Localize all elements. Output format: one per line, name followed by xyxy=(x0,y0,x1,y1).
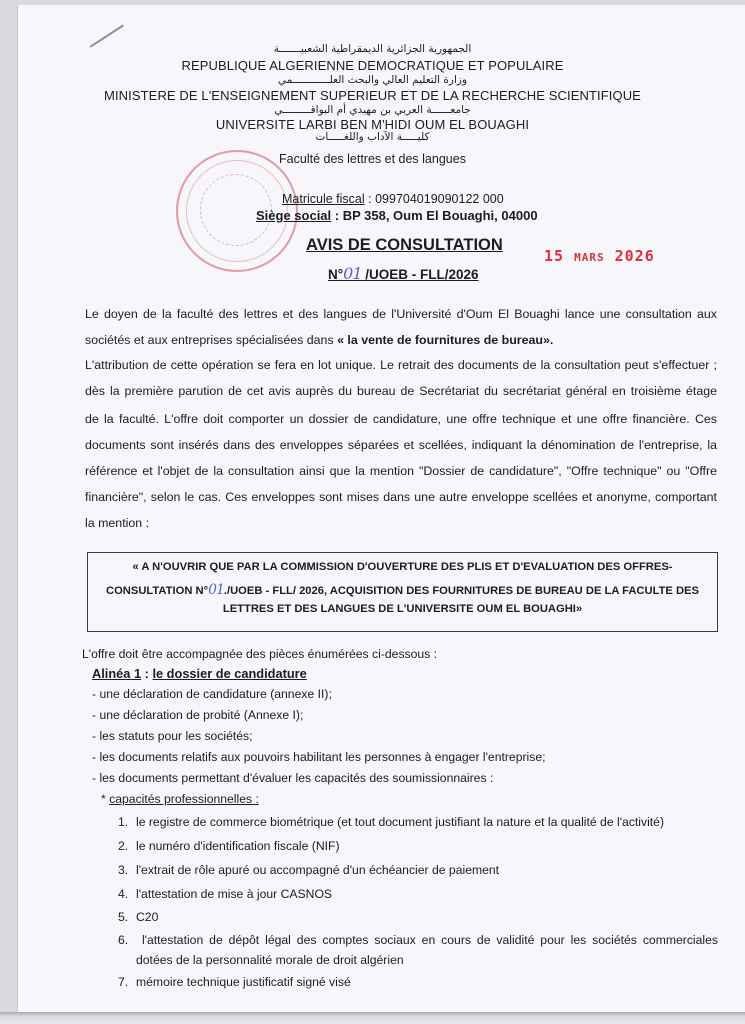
numbered-item xyxy=(118,910,158,924)
item-number: 1. xyxy=(118,815,129,829)
header-university: UNIVERSITE LARBI BEN M'HIDI OUM EL BOUAGHI xyxy=(215,117,530,132)
mention-handwritten-number: 01 xyxy=(208,582,224,598)
ref-suffix: /UOEB - FLL/2026 xyxy=(361,267,479,282)
date-stamp-day: 15 xyxy=(544,247,565,265)
item-number: 5. xyxy=(118,910,129,924)
alinea-label: Alinéa 1 xyxy=(92,666,142,681)
item-text: mémoire technique justificatif signé visé xyxy=(136,975,351,989)
page-bottom-edge xyxy=(0,1012,745,1024)
capacities-bullet: * xyxy=(101,792,110,806)
body-p2-line4: documents sont insérés dans des enveloppes séparées et scellées, indiquant la dénomination de l'entreprise, la xyxy=(85,438,717,452)
matricule-value: : 099704019090122 000 xyxy=(364,192,504,206)
body-p2-line3: de la faculté. L'offre doit comporter un dossier de candidature, une offre technique et une offre financière. Ces xyxy=(85,412,717,426)
header-arabic-ministry: وزارة التعليم العالي والبحث العلــــــــــــمي xyxy=(277,74,468,86)
date-stamp xyxy=(544,247,655,265)
mention-line2-prefix: CONSULTATION N° xyxy=(106,585,209,597)
numbered-item xyxy=(118,887,332,901)
body-p2-line7: la mention : xyxy=(85,516,150,530)
body-p1-line2 xyxy=(85,333,717,347)
body-p2-line6: financière", selon le cas. Ces enveloppes sont mises dans une autre enveloppe scellées et anonyme, comportant xyxy=(85,490,717,504)
siege-label: Siège social xyxy=(256,208,332,223)
item-text: le numéro d'identification fiscale (NIF) xyxy=(136,839,340,853)
alinea-heading xyxy=(92,666,307,681)
item-text: le registre de commerce biométrique (et tout document justifiant la nature et la qualité de l'activité) xyxy=(136,815,665,829)
numbered-item xyxy=(118,933,718,947)
item-text: l'attestation de mise à jour CASNOS xyxy=(136,887,333,901)
requirements-intro: L'offre doit être accompagnée des pièces énumérées ci-dessous : xyxy=(82,647,438,661)
body-p1-line2-text: sociétés et aux entreprises spécialisées dans xyxy=(85,333,338,347)
dash-item: - les documents permettant d'évaluer les capacités des soumissionnaires : xyxy=(92,771,494,785)
ref-handwritten-number: 01 xyxy=(343,264,362,283)
item-number: 3. xyxy=(118,863,129,877)
capacities-heading xyxy=(101,792,259,806)
item-number: 2. xyxy=(118,839,129,853)
body-p1-line1: Le doyen de la faculté des lettres et des langues de l'Université d'Oum El Bouaghi lance une consultation aux xyxy=(85,307,717,321)
item-text: l'attestation de dépôt légal des comptes sociaux en cours de validité pour les sociétés commerciales xyxy=(136,933,718,947)
matricule-label: Matricule fiscal xyxy=(282,192,365,206)
dash-item: - les statuts pour les sociétés; xyxy=(92,729,253,743)
body-p2-line5: référence et l'objet de la consultation ainsi que la mention "Dossier de candidature", "Offre technique" ou "Offre xyxy=(85,464,717,478)
alinea-separator: : xyxy=(141,666,153,681)
mention-line2-suffix: ./UOEB - FLL/ 2026, ACQUISITION DES FOURNITURES DE BUREAU DE LA FACULTE DES xyxy=(223,585,699,597)
mention-line3: LETTRES ET DES LANGUES DE L'UNIVERSITE OUM EL BOUAGHI» xyxy=(222,603,583,615)
numbered-item-continuation: dotées de la personnalité morale de droit algérien xyxy=(136,953,404,967)
header-republic: REPUBLIQUE ALGERIENNE DEMOCRATIQUE ET POPULAIRE xyxy=(181,58,564,73)
date-stamp-month: MARS xyxy=(574,251,605,264)
header-faculty: Faculté des lettres et des langues xyxy=(279,152,466,166)
item-text: l'extrait de rôle apuré ou accompagné d'un échéancier de paiement xyxy=(136,863,500,877)
matricule-line xyxy=(282,192,504,206)
header-arabic-republic: الجمهورية الجزائرية الديمقراطية الشعبيـــــــة xyxy=(273,43,472,55)
body-p2-line1: L'attribution de cette opération se fera en lot unique. Le retrait des documents de la consultation peut s'effectuer ; xyxy=(85,358,717,372)
item-number: 7. xyxy=(118,975,129,989)
body-p1-subject: « la vente de fournitures de bureau». xyxy=(337,333,554,347)
mention-line2 xyxy=(88,582,717,598)
numbered-item xyxy=(118,975,351,989)
header-arabic-faculty: كليـــــة الآداب واللغـــــات xyxy=(315,131,430,143)
dash-item: - les documents relatifs aux pouvoirs habilitant les personnes à engager l'entreprise; xyxy=(92,750,546,764)
notice-title: AVIS DE CONSULTATION xyxy=(306,236,503,254)
mention-line1: « A N'OUVRIR QUE PAR LA COMMISSION D'OUVERTURE DES PLIS ET D'EVALUATION DES OFFRES- xyxy=(132,561,673,573)
item-number: 4. xyxy=(118,887,129,901)
siege-line xyxy=(256,208,538,223)
capacities-label: capacités professionnelles : xyxy=(109,792,259,806)
notice-reference xyxy=(328,264,479,283)
dash-item: - une déclaration de probité (Annexe I); xyxy=(92,708,304,722)
numbered-item xyxy=(118,815,664,829)
header-ministry: MINISTERE DE L'ENSEIGNEMENT SUPERIEUR ET DE LA RECHERCHE SCIENTIFIQUE xyxy=(104,88,641,103)
dash-item: - une déclaration de candidature (annexe II); xyxy=(92,687,332,701)
item-text: C20 xyxy=(136,910,159,924)
item-number: 6. xyxy=(118,933,129,947)
alinea-title: le dossier de candidature xyxy=(152,666,307,681)
ref-prefix: N° xyxy=(328,267,344,282)
envelope-mention-box xyxy=(87,552,718,632)
siege-value: : BP 358, Oum El Bouaghi, 04000 xyxy=(331,208,538,223)
header-arabic-university: جامعــــــة العربي بن مهيدي أم البواقـــــــــي xyxy=(274,104,471,116)
date-stamp-year: 2026 xyxy=(614,247,655,265)
numbered-item xyxy=(118,839,340,853)
numbered-item xyxy=(118,863,499,877)
body-p2-line2: dès la première parution de cet avis auprès du bureau de Secrétariat du secrétariat général en troisième étage xyxy=(85,384,717,398)
